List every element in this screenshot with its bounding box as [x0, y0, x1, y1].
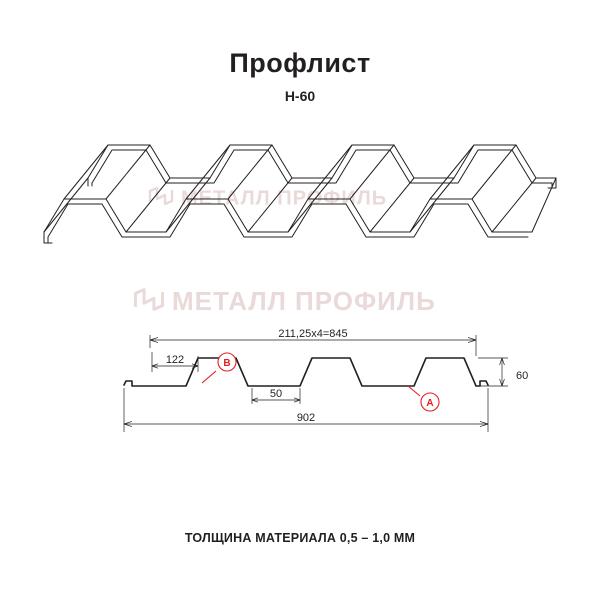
dimension-top-span: 211,25x4=845 — [278, 328, 348, 340]
isometric-sheet-view — [44, 145, 556, 243]
callout-a — [408, 386, 439, 411]
dimension-valley-width: 50 — [269, 388, 283, 400]
dimension-total-width: 902 — [296, 412, 316, 424]
dimension-rib-width: 122 — [165, 354, 185, 366]
callout-a-label: A — [426, 398, 434, 409]
callout-b-label: B — [223, 358, 231, 369]
dimension-lines — [124, 335, 508, 432]
watermark-top-text: МЕТАЛЛ ПРОФИЛЬ — [181, 187, 388, 210]
profile-model-label: Н-60 — [284, 88, 316, 104]
dimension-labels — [166, 328, 528, 424]
page-title: Профлист — [229, 48, 371, 78]
material-thickness-note: ТОЛЩИНА МАТЕРИАЛА 0,5 – 1,0 ММ — [184, 531, 416, 545]
watermark-bottom-text: МЕТАЛЛ ПРОФИЛЬ — [172, 286, 436, 316]
dimension-height: 60 — [516, 370, 529, 382]
